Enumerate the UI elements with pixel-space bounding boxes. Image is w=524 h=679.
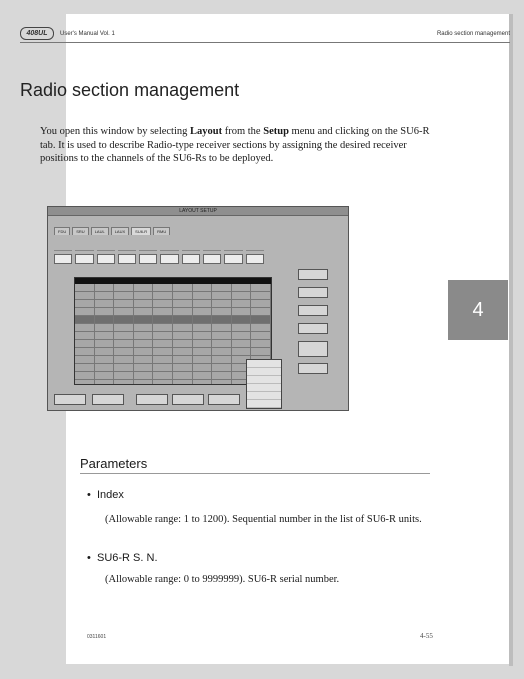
- bottom-button-5: [208, 394, 240, 405]
- parameter-su6r-sn: [87, 552, 158, 564]
- layout-setup-window-screenshot: [47, 206, 349, 411]
- chapter-tab: 4: [448, 280, 508, 340]
- parameters-heading: Parameters: [80, 456, 430, 474]
- parameter-desc: (Allowable range: 0 to 9999999). SU6-R serial number.: [105, 574, 340, 585]
- window-titlebar: LAYOUT SETUP: [48, 207, 348, 216]
- column-headers: [54, 237, 264, 251]
- bottom-button-1: [54, 394, 86, 405]
- running-header: [20, 28, 510, 43]
- tab-laux: LAUX: [111, 227, 129, 235]
- window-tabs: [54, 227, 170, 234]
- bullet-icon: •: [87, 552, 91, 564]
- footer-doc-code: 0311601: [87, 634, 107, 640]
- side-button-4: [298, 323, 328, 334]
- page-shadow: [509, 14, 513, 666]
- parameter-name: SU6-R S. N.: [97, 552, 158, 564]
- side-button-5: [298, 341, 328, 357]
- tab-laul: LAUL: [91, 227, 109, 235]
- bottom-button-3: [136, 394, 168, 405]
- page-title: Radio section management: [20, 80, 240, 100]
- parameter-desc: (Allowable range: 1 to 1200). Sequential number in the list of SU6-R units.: [105, 514, 422, 525]
- brand-logo: 408UL: [20, 27, 54, 40]
- side-button-1: [298, 269, 328, 280]
- context-menu: [246, 359, 282, 409]
- parameter-name: Index: [97, 489, 124, 501]
- tab-rmu: RMU: [153, 227, 170, 235]
- tab-su6r: SU6-R: [131, 227, 151, 235]
- bottom-button-2: [92, 394, 124, 405]
- section-name: Radio section management: [436, 31, 510, 37]
- bullet-icon: •: [87, 489, 91, 501]
- tab-fdu: FDU: [54, 227, 70, 235]
- intro-paragraph: You open this window by selecting Layout from the Setup menu and clicking on the SU6-R tab. It is used to describe Radio-type receiver sections by assigning the desired receiver positions to the channels of the SU6-Rs to be deployed.: [40, 126, 430, 164]
- parameter-index: [87, 489, 124, 501]
- side-button-2: [298, 287, 328, 298]
- side-button-6: [298, 363, 328, 374]
- side-button-3: [298, 305, 328, 316]
- su6r-table: [74, 277, 272, 385]
- bottom-button-4: [172, 394, 204, 405]
- page-number: 4-55: [420, 632, 433, 640]
- manual-name: User's Manual Vol. 1: [60, 31, 115, 37]
- tab-sru: SRU: [72, 227, 88, 235]
- entry-fields: [54, 254, 264, 264]
